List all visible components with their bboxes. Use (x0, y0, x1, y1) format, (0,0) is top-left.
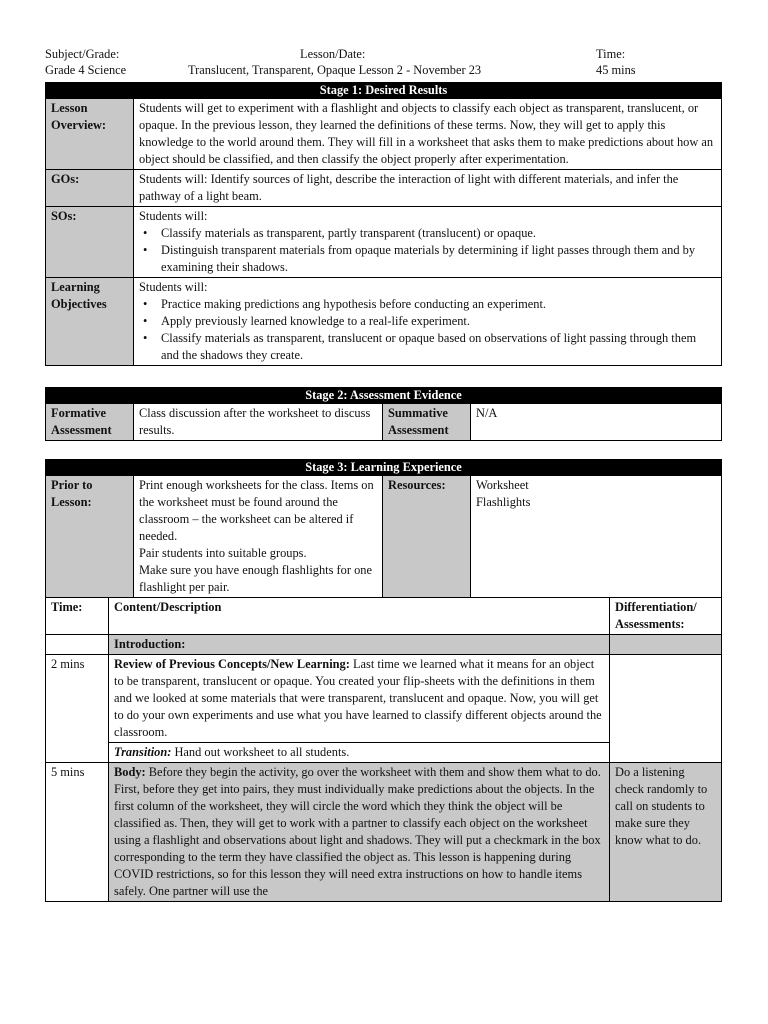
gos-row (46, 170, 722, 207)
prior-row (46, 476, 722, 598)
time-value: 45 mins (596, 63, 636, 77)
col-diff: Differentiation/ Assessments: (610, 598, 722, 635)
transition-label: Transition: (114, 745, 172, 759)
stage1-table (45, 82, 722, 366)
stage3-plan-table (45, 598, 722, 902)
review-time: 2 mins (46, 655, 109, 763)
sos-intro: Students will: (139, 209, 208, 223)
review-heading: Review of Previous Concepts/New Learning: (114, 657, 350, 671)
formative-label: Formative Assessment (46, 404, 134, 441)
prior-label: Prior to Lesson: (46, 476, 134, 598)
body-diff: Do a listening check randomly to call on students to make sure they know what to do. (610, 763, 722, 902)
sos-list (139, 225, 716, 276)
review-row (46, 655, 722, 743)
gos-text: Students will: Identify sources of light, describe the interaction of light with different materials, and infer the pathway of a light beam. (134, 170, 722, 207)
stage2-title: Stage 2: Assessment Evidence (46, 388, 722, 404)
lesson-date (188, 46, 481, 78)
intro-label: Introduction: (109, 635, 610, 655)
gos-label: GOs: (46, 170, 134, 207)
assessment-row (46, 404, 722, 441)
resources-label: Resources: (383, 476, 471, 598)
stage3-title: Stage 3: Learning Experience (46, 460, 722, 476)
review-cell (109, 655, 610, 743)
time-label: Time: (596, 47, 626, 61)
sos-row (46, 207, 722, 278)
plan-header-row (46, 598, 722, 635)
list-item: • Classify materials as transparent, translucent or opaque based on observations of light passing through them and the shadows they create. (161, 330, 716, 364)
objectives-label: Learning Objectives (46, 278, 134, 366)
objectives-list (139, 296, 716, 364)
prior-text-2: Pair students into suitable groups. (139, 546, 307, 560)
stage1-title: Stage 1: Desired Results (46, 83, 722, 99)
objectives-row (46, 278, 722, 366)
intro-row (46, 635, 722, 655)
objectives-intro: Students will: (139, 280, 208, 294)
overview-text: Students will get to experiment with a flashlight and objects to classify each object as transparent, translucent, or opaque. In the previous lesson, they learned the definitions of these terms. Now, they will get to apply this knowledge to the world around them. They will fill in a worksheet that asks them to make predictions about how an object should be classified, and then classify the object properly after experimentation. (134, 99, 722, 170)
list-item: • Apply previously learned knowledge to a real-life experiment. (161, 313, 716, 330)
lesson-value: Translucent, Transparent, Opaque Lesson 2 - November 23 (188, 63, 482, 77)
col-content: Content/Description (109, 598, 610, 635)
subject-value: Grade 4 Science (45, 63, 127, 77)
time (596, 46, 636, 78)
list-item: • Practice making predictions ang hypothesis before conducting an experiment. (161, 296, 716, 313)
intro-time (46, 635, 109, 655)
body-time: 5 mins (46, 763, 109, 902)
lesson-header (45, 46, 722, 82)
stage2-table (45, 387, 722, 441)
formative-text: Class discussion after the worksheet to discuss results. (134, 404, 383, 441)
objectives-cell (134, 278, 722, 366)
resources-cell (471, 476, 722, 598)
prior-cell (134, 476, 383, 598)
resource-item: Flashlights (476, 495, 531, 509)
sos-label: SOs: (46, 207, 134, 278)
prior-text-3: Make sure you have enough flashlights for one flashlight per pair. (139, 563, 372, 594)
summative-label: Summative Assessment (383, 404, 471, 441)
resource-item: Worksheet (476, 478, 529, 492)
body-row (46, 763, 722, 902)
overview-label: Lesson Overview: (46, 99, 134, 170)
stage3-top-table (45, 459, 722, 598)
lesson-plan-page (45, 46, 722, 902)
body-text: Before they begin the activity, go over the worksheet with them and show them what to do. First, before they get into pairs, they must individually make predictions about the objects. In the first column of the worksheet, they will circle the word which they think the object will be classified as. Then, they will get to work with a partner to classify each object on the worksheet using a flashlight and observations about light and shadows. They will put a checkmark in the box corresponding to the term they have classified the object as. This lesson is happening during COVID restrictions, so for this lesson they will need extra instructions on how to handle items safely. One partner will use the (114, 765, 601, 898)
review-text: Last time we learned what it means for an object to be transparent, translucent or opaque. You created your flip-sheets with the definitions in them and we looked at some materials that were transparent, translucent and opaque. Now, you will get to do your own experiments and use what you have learned to classify different objects around the classroom. (114, 657, 602, 739)
lesson-label: Lesson/Date: (300, 47, 366, 61)
transition-cell (109, 743, 610, 763)
subject-label: Subject/Grade: (45, 47, 120, 61)
subject-grade (45, 46, 126, 78)
list-item: • Distinguish transparent materials from opaque materials by determining if light passes through them and by examining their shadows. (161, 242, 716, 276)
list-item: • Classify materials as transparent, partly transparent (translucent) or opaque. (161, 225, 716, 242)
intro-diff (610, 635, 722, 655)
overview-row (46, 99, 722, 170)
review-diff (610, 655, 722, 763)
col-time: Time: (46, 598, 109, 635)
body-heading: Body: (114, 765, 146, 779)
transition-text: Hand out worksheet to all students. (171, 745, 350, 759)
summative-text: N/A (471, 404, 722, 441)
body-cell (109, 763, 610, 902)
prior-text: Print enough worksheets for the class. Items on the worksheet must be found around the classroom – the worksheet can be altered if needed. (139, 478, 374, 543)
sos-cell (134, 207, 722, 278)
